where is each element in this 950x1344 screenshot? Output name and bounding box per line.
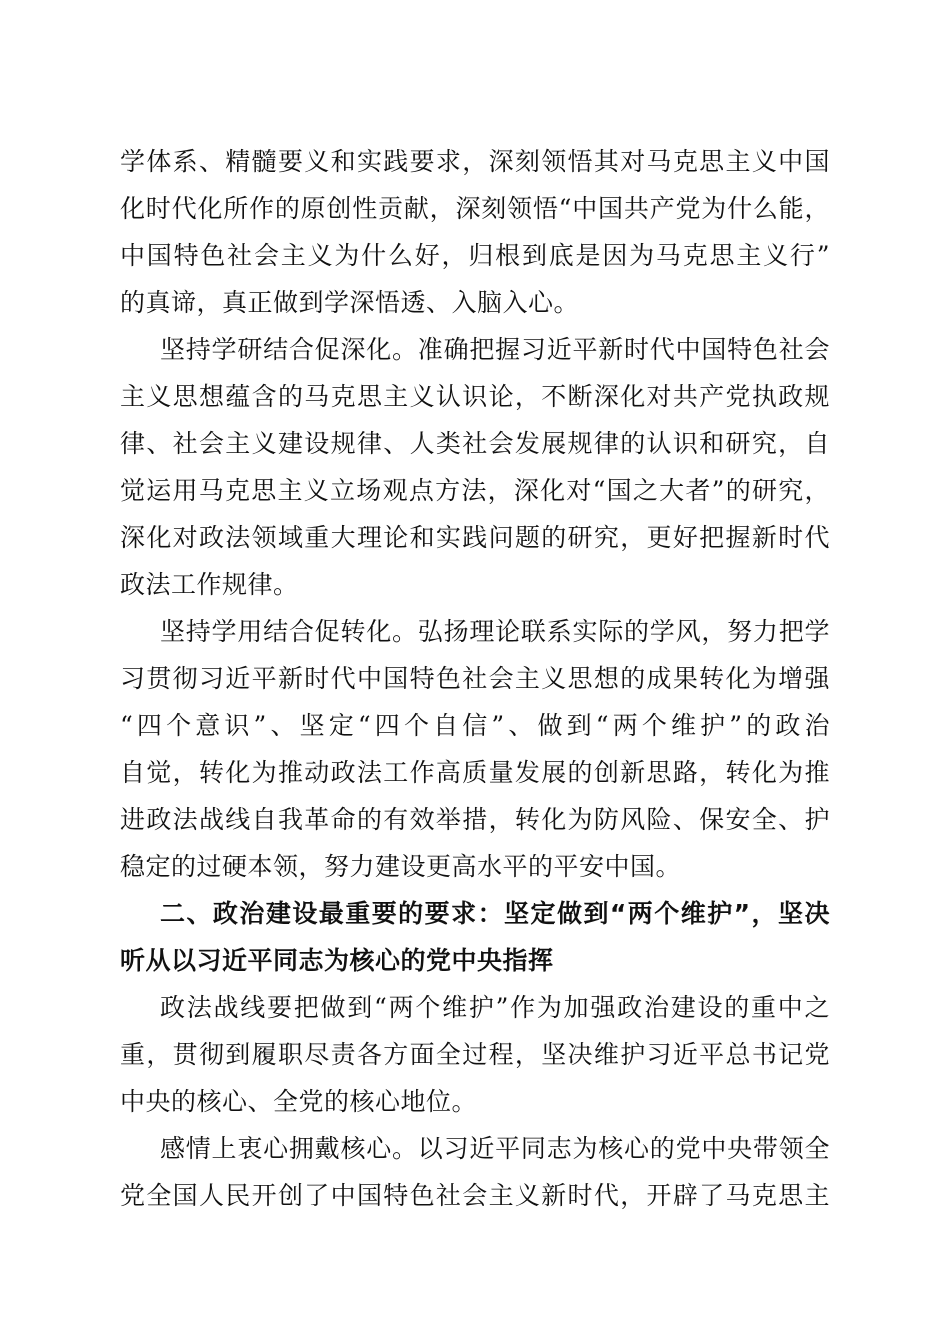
- body-text-line: 深化对政法领域重大理论和实践问题的研究，更好把握新时代: [120, 523, 830, 552]
- body-text-line: 中国特色社会主义为什么好，归根到底是因为马克思主义行”: [120, 241, 830, 270]
- body-text-line: 党全国人民开创了中国特色社会主义新时代，开辟了马克思主: [120, 1181, 830, 1210]
- body-text-line: 主义思想蕴含的马克思主义认识论，不断深化对共产党执政规: [120, 382, 830, 411]
- paragraph-first-line: 感情上衷心拥戴核心。以习近平同志为核心的党中央带领全: [160, 1134, 830, 1163]
- paragraph-first-line: 坚持学用结合促转化。弘扬理论联系实际的学风，努力把学: [160, 617, 830, 646]
- body-text-line: 自觉，转化为推动政法工作高质量发展的创新思路，转化为推: [120, 758, 830, 787]
- body-text-line: 觉运用马克思主义立场观点方法，深化对“国之大者”的研究，: [120, 476, 830, 505]
- body-text-line: 习贯彻习近平新时代中国特色社会主义思想的成果转化为增强: [120, 664, 830, 693]
- section-heading: 二、政治建设最重要的要求：坚定做到“两个维护”，坚决: [160, 899, 830, 928]
- body-text-line: 重，贯彻到履职尽责各方面全过程，坚决维护习近平总书记党: [120, 1040, 830, 1069]
- body-text-line: 的真谛，真正做到学深悟透、入脑入心。: [120, 288, 580, 317]
- section-heading-continued: 听从以习近平同志为核心的党中央指挥: [120, 946, 554, 975]
- body-text-line: 化时代化所作的原创性贡献，深刻领悟“中国共产党为什么能，: [120, 194, 830, 223]
- body-text-line: 稳定的过硬本领，努力建设更高水平的平安中国。: [120, 852, 682, 881]
- body-text-line: 进政法战线自我革命的有效举措，转化为防风险、保安全、护: [120, 805, 830, 834]
- body-text-line: “四个意识”、坚定“四个自信”、做到“两个维护”的政治: [120, 711, 830, 740]
- body-text-line: 学体系、精髓要义和实践要求，深刻领悟其对马克思主义中国: [120, 147, 830, 176]
- paragraph-first-line: 坚持学研结合促深化。准确把握习近平新时代中国特色社会: [160, 335, 830, 364]
- body-text-line: 中央的核心、全党的核心地位。: [120, 1087, 478, 1116]
- paragraph-first-line: 政法战线要把做到“两个维护”作为加强政治建设的重中之: [160, 993, 830, 1022]
- body-text-line: 政法工作规律。: [120, 570, 299, 599]
- body-text-line: 律、社会主义建设规律、人类社会发展规律的认识和研究，自: [120, 429, 830, 458]
